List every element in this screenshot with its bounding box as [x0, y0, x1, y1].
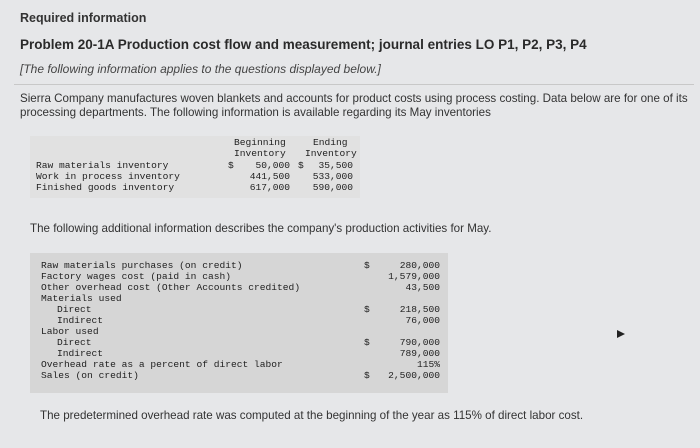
- end-header-2: Inventory: [305, 148, 357, 159]
- mouse-cursor-icon: [617, 330, 625, 338]
- activity-amount: 43,500: [405, 282, 440, 293]
- begin-dollar: $: [228, 160, 234, 171]
- activity-amount: 218,500: [399, 304, 440, 315]
- overhead-rate-note: The predetermined overhead rate was computed at the beginning of the year as 115% of direct labor cost.: [40, 409, 584, 422]
- applies-note: [The following information applies to the questions displayed below.]: [20, 62, 381, 76]
- activity-label: Indirect: [57, 348, 104, 359]
- activity-amount: 1,579,000: [388, 271, 440, 282]
- end-dollar: $: [298, 160, 304, 171]
- activities-table: [30, 253, 448, 393]
- activity-label: Materials used: [41, 293, 122, 304]
- begin-header-1: Beginning: [234, 137, 286, 148]
- end-header-1: Ending: [313, 137, 348, 148]
- activity-label: Labor used: [41, 326, 99, 337]
- activity-amount: 790,000: [399, 337, 440, 348]
- activity-amount: 789,000: [399, 348, 440, 359]
- begin-header-2: Inventory: [234, 148, 286, 159]
- inventory-table: [30, 136, 360, 198]
- begin-amount: 441,500: [249, 171, 290, 182]
- inventory-row-label: Work in process inventory: [36, 171, 180, 182]
- activity-label: Sales (on credit): [41, 370, 139, 381]
- activity-amount: 76,000: [405, 315, 440, 326]
- begin-amount: 50,000: [255, 160, 290, 171]
- end-amount: 590,000: [312, 182, 353, 193]
- activity-label: Direct: [57, 337, 92, 348]
- activity-dollar: $: [364, 260, 370, 271]
- end-amount: 35,500: [318, 160, 353, 171]
- activity-amount: 280,000: [399, 260, 440, 271]
- required-information-heading: Required information: [20, 11, 147, 25]
- end-amount: 533,000: [312, 171, 353, 182]
- activity-dollar: $: [364, 370, 370, 381]
- inventory-row-label: Finished goods inventory: [36, 182, 175, 193]
- problem-title: Problem 20-1A Production cost flow and measurement; journal entries LO P1, P2, P3, P4: [20, 37, 587, 52]
- inventory-row-label: Raw materials inventory: [36, 160, 169, 171]
- activity-label: Other overhead cost (Other Accounts credited): [41, 282, 301, 293]
- activity-amount: 2,500,000: [388, 370, 440, 381]
- activity-amount: 115%: [416, 359, 440, 370]
- additional-info-intro: The following additional information describes the company's production activities for May.: [30, 222, 492, 235]
- activity-dollar: $: [364, 337, 370, 348]
- activity-label: Direct: [57, 304, 92, 315]
- intro-paragraph: Sierra Company manufactures woven blankets and accounts for product costs using process costing. Data below are for one of its processing departments. The following information is available regarding its May inventories: [20, 92, 688, 119]
- divider: [14, 84, 694, 85]
- activity-label: Indirect: [57, 315, 104, 326]
- activity-label: Raw materials purchases (on credit): [41, 260, 243, 271]
- activity-label: Overhead rate as a percent of direct labor: [41, 359, 283, 370]
- activity-label: Factory wages cost (paid in cash): [41, 271, 231, 282]
- activity-dollar: $: [364, 304, 370, 315]
- begin-amount: 617,000: [249, 182, 290, 193]
